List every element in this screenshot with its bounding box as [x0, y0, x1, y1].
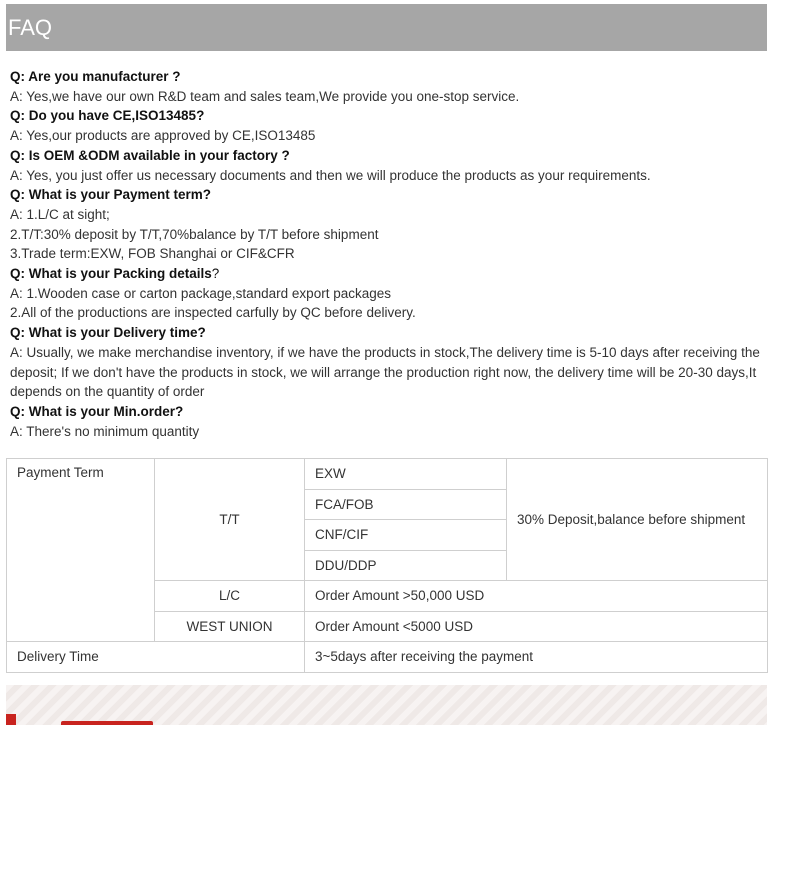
faq-answer: 3.Trade term:EXW, FOB Shanghai or CIF&CFR: [10, 246, 295, 262]
west-union-label: WEST UNION: [155, 611, 305, 642]
faq-list: [10, 67, 770, 441]
faq-question-mark: ?: [211, 266, 220, 282]
faq-answer: A: Yes,we have our own R&D team and sales team,We provide you one-stop service.: [10, 88, 520, 104]
trade-term-cell: DDU/DDP: [305, 550, 507, 581]
faq-question: Q: What is your Delivery time?: [10, 325, 206, 341]
faq-item: [10, 323, 770, 402]
faq-question: Q: What is your Payment term?: [10, 187, 212, 203]
faq-item: [10, 185, 770, 264]
delivery-time-label: Delivery Time: [7, 642, 305, 673]
faq-answer: A: Yes, you just offer us necessary documents and then we will produce the products as your requirements.: [10, 167, 651, 183]
faq-answer: 2.All of the productions are inspected carfully by QC before delivery.: [10, 305, 416, 321]
faq-header: [6, 4, 767, 51]
tt-label: T/T: [155, 459, 305, 581]
faq-title: FAQ: [8, 15, 53, 40]
faq-answer: A: 1.L/C at sight;: [10, 206, 110, 222]
faq-answer: A: Yes,our products are approved by CE,ISO13485: [10, 128, 316, 144]
payment-term-label: Payment Term: [7, 459, 155, 642]
faq-item: [10, 106, 770, 145]
lc-label: L/C: [155, 581, 305, 612]
faq-answer: 2.T/T:30% deposit by T/T,70%balance by T/T before shipment: [10, 226, 379, 242]
trade-term-cell: FCA/FOB: [305, 489, 507, 520]
west-union-note: Order Amount <5000 USD: [305, 611, 768, 642]
banner-red-block: [6, 714, 16, 725]
trade-term-cell: CNF/CIF: [305, 520, 507, 551]
payment-terms-table: [6, 458, 768, 673]
trade-term-cell: EXW: [305, 459, 507, 490]
faq-question: [10, 264, 770, 284]
banner-red-line: [61, 721, 153, 725]
table-row: [7, 642, 768, 673]
faq-item: [10, 67, 770, 106]
faq-answer: A: There's no minimum quantity: [10, 423, 200, 439]
faq-question: Q: Are you manufacturer ?: [10, 69, 181, 84]
table-row: [7, 459, 768, 490]
faq-question: Q: Is OEM &ODM available in your factory ?: [10, 147, 290, 163]
faq-item: [10, 146, 770, 185]
faq-answer: A: Usually, we make merchandise inventory, if we have the products in stock,The delivery time is 5-10 days after receiving the deposit; If we don't have the products in stock, we will arrange the production right now, the delivery time will be 20-30 days,It depends on the quantity of order: [10, 344, 760, 400]
faq-question: Q: What is your Min.order?: [10, 403, 184, 419]
delivery-time-note: 3~5days after receiving the payment: [305, 642, 768, 673]
decorative-banner: [6, 685, 767, 725]
faq-item: [10, 402, 770, 441]
tt-deposit-note: 30% Deposit,balance before shipment: [507, 459, 768, 581]
lc-note: Order Amount >50,000 USD: [305, 581, 768, 612]
faq-question-text: Q: What is your Packing details: [10, 266, 212, 282]
faq-answer: A: 1.Wooden case or carton package,standard export packages: [10, 285, 391, 301]
faq-question: Q: Do you have CE,ISO13485?: [10, 108, 205, 124]
faq-item: [10, 264, 770, 323]
